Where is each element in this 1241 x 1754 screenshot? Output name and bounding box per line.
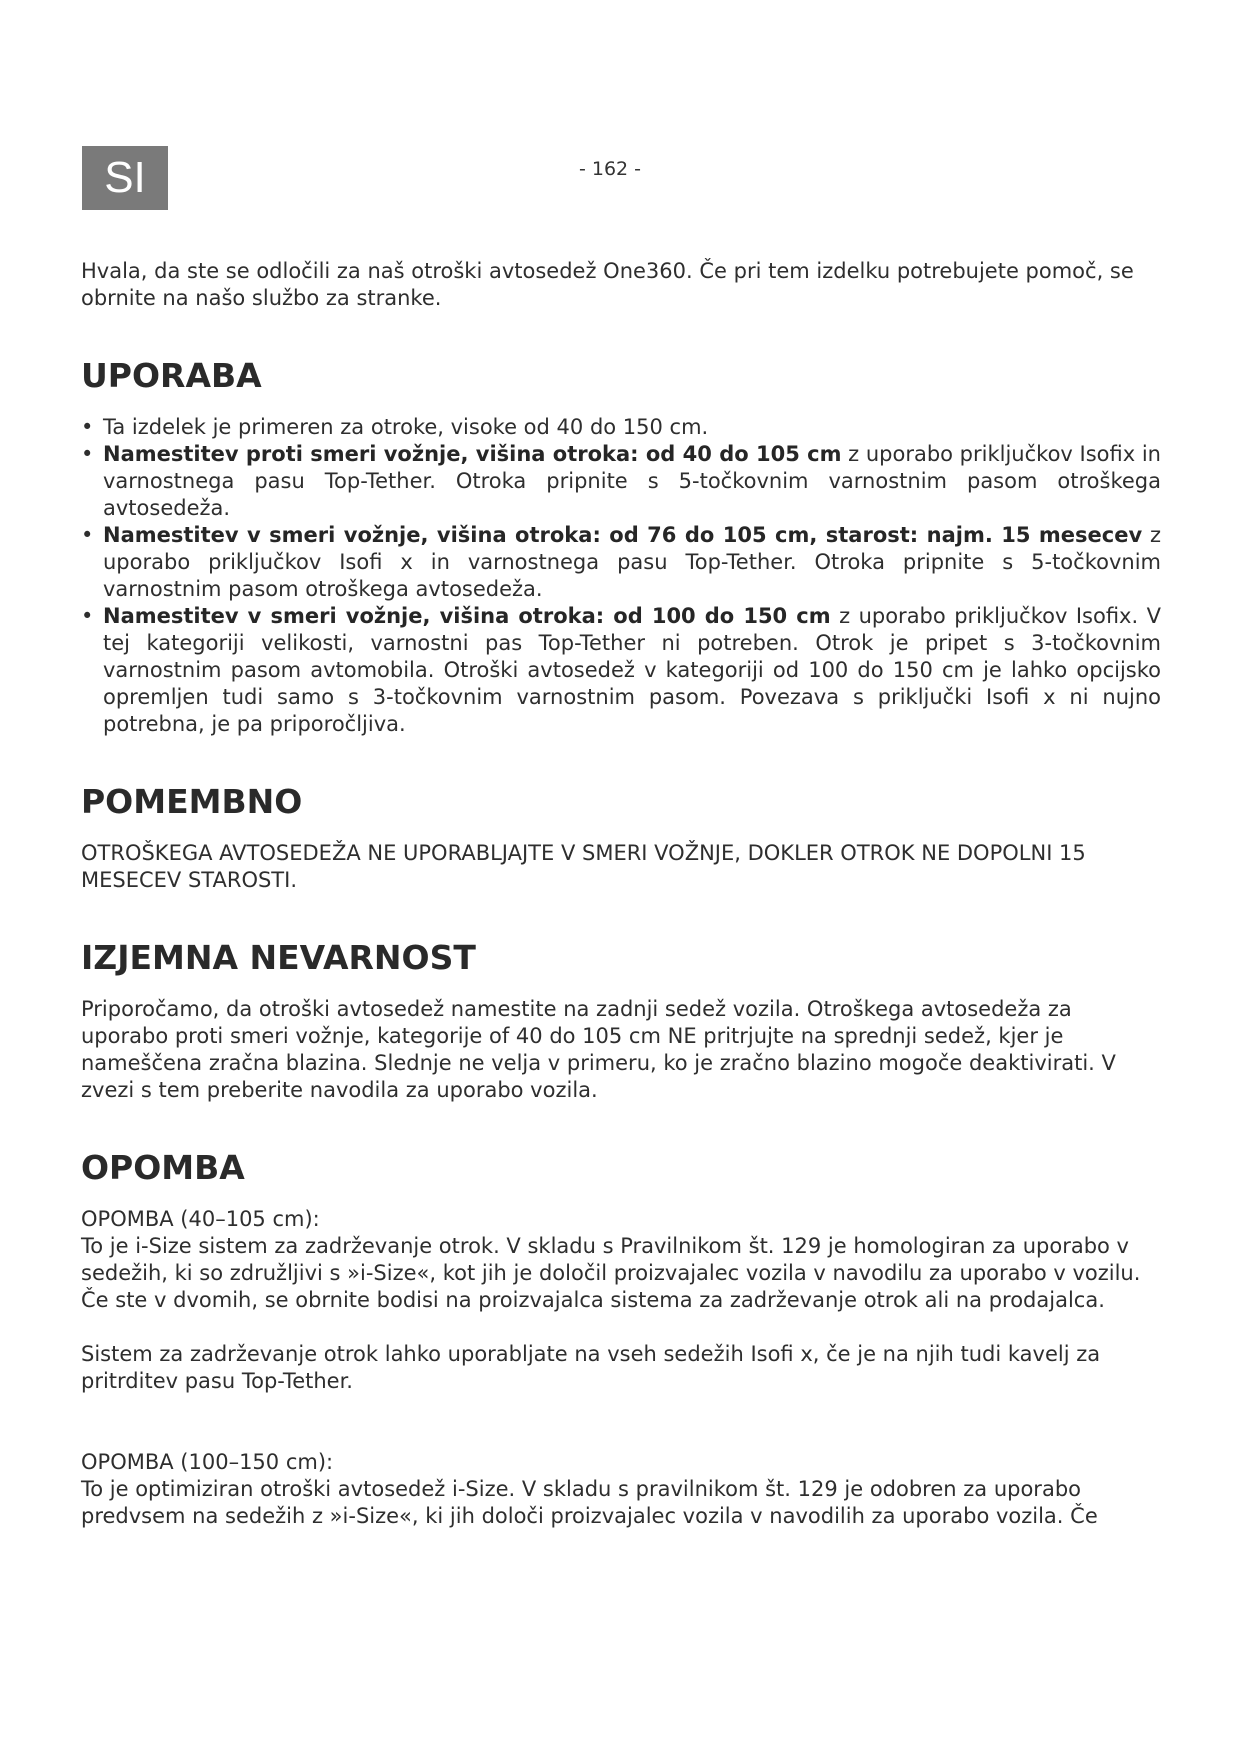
usage-item-text: z uporabo priključkov Isofi x in varnostnega pasu Top-Tether. Otroka pripnite s 5-točkovnim varnostnim pasom otroškega avtosedeža. — [103, 523, 1161, 601]
document-body — [81, 258, 1161, 1557]
usage-list — [81, 414, 1161, 738]
note-title: OPOMBA (40–105 cm): — [81, 1207, 320, 1231]
page-number: - 162 - — [578, 158, 642, 180]
usage-item-bold: Namestitev proti smeri vožnje, višina otroka: od 40 do 105 cm — [103, 442, 842, 466]
usage-item-text: z uporabo priključkov Isofix. V tej kategoriji velikosti, varnostni pas Top-Tether ni potreben. Otrok je pripet s 3-točkovnim varnostnim pasom avtomobila. Otroški avtosedež v kategoriji od 100 do 150 cm je lahko opcijsko opremljen tudi samo s 3-točkovnim varnostnim pasom. Povezava s priključki Isofi x ni nujno potrebna, je pa priporočljiva. — [103, 604, 1161, 736]
nevarnost-text: Priporočamo, da otroški avtosedež namestite na zadnji sedež vozila. Otroškega avtosedeža za uporabo proti smeri vožnje, kategorije of 40 do 105 cm NE pritrjujte na sprednji sedež, kjer je nameščena zračna blazina. Slednje ne velja v primeru, ko je zračno blazino mogoče deaktivirati. V zvezi s tem preberite navodila za uporabo vozila. — [81, 997, 1116, 1102]
note-100-150 — [81, 1449, 1161, 1530]
intro-paragraph: Hvala, da ste se odločili za naš otroški avtosedež One360. Če pri tem izdelku potrebujete pomoč, se obrnite na našo službo za stranke. — [81, 259, 1134, 310]
usage-item — [81, 603, 1161, 738]
usage-item-text: Ta izdelek je primeren za otroke, visoke od 40 do 150 cm. — [103, 415, 709, 439]
note-text: To je i-Size sistem za zadrževanje otrok. V skladu s Pravilnikom št. 129 je homologiran za uporabo v sedežih, ki so združljivi s »i-Size«, kot jih je določil proizvajalec vozila v navodilu za uporabo v vozilu. Če ste v dvomih, se obrnite bodisi na proizvajalca sistema za zadrževanje otrok ali na prodajalca. — [81, 1234, 1141, 1312]
usage-item — [81, 522, 1161, 603]
note-40-105 — [81, 1206, 1161, 1314]
usage-item — [81, 414, 1161, 441]
language-badge: SI — [82, 146, 168, 210]
heading-nevarnost: IZJEMNA NEVARNOST — [81, 938, 476, 977]
note-extra-text: Sistem za zadrževanje otrok lahko uporabljate na vseh sedežih Isofi x, če je na njih tudi kavelj za pritrditev pasu Top-Tether. — [81, 1342, 1101, 1393]
pomembno-text: OTROŠKEGA AVTOSEDEŽA NE UPORABLJAJTE V SMERI VOŽNJE, DOKLER OTROK NE DOPOLNI 15 MESECEV STAROSTI. — [81, 841, 1086, 892]
heading-pomembno: POMEMBNO — [81, 782, 303, 821]
heading-uporaba: UPORABA — [81, 356, 262, 395]
note-extra — [81, 1341, 1161, 1395]
usage-item-text: z uporabo priključkov Isofix in varnostnega pasu Top-Tether. Otroka pripnite s 5-točkovnim varnostnim pasom otroškega avtosedeža. — [103, 442, 1161, 520]
usage-item — [81, 441, 1161, 522]
usage-item-bold: Namestitev v smeri vožnje, višina otroka: od 100 do 150 cm — [103, 604, 831, 628]
heading-opomba: OPOMBA — [81, 1148, 245, 1187]
note-title: OPOMBA (100–150 cm): — [81, 1450, 334, 1474]
note-text: To je optimiziran otroški avtosedež i-Size. V skladu s pravilnikom št. 129 je odobren za uporabo predvsem na sedežih z »i-Size«, ki jih določi proizvajalec vozila v navodilih za uporabo vozila. Če — [81, 1477, 1098, 1528]
usage-item-bold: Namestitev v smeri vožnje, višina otroka: od 76 do 105 cm, starost: najm. 15 mesecev — [103, 523, 1143, 547]
